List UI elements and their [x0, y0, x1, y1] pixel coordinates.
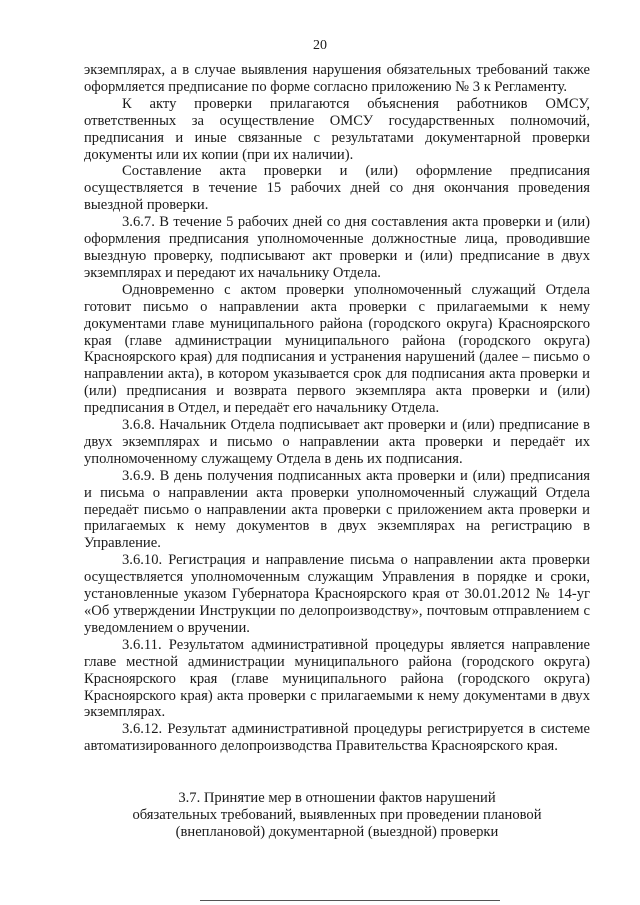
page-number: 20 [313, 38, 327, 53]
section-heading [84, 790, 590, 841]
paragraph-3-6-8: 3.6.8. Начальник Отдела подписывает акт проверки и (или) предписание в двух экземплярах и письмо о направлении акта проверки и передаёт их уполномоченному служащему Отдела в день их подписания. [84, 417, 590, 467]
page-bottom-rule [200, 900, 500, 901]
section-heading-line: обязательных требований, выявленных при проведении плановой [132, 807, 542, 823]
paragraph: К акту проверки прилагаются объяснения работников ОМСУ, ответственных за осуществление ОМСУ государственных полномочий, предписания и иные связанные с результатами документарной проверки документы или их копии (при их наличии). [84, 95, 590, 163]
paragraph-3-6-11: 3.6.11. Результатом административной процедуры является направление главе местной администрации муниципального района (городского округа) Красноярского края (главе муниципального района (городского округа) Красноярского края) акта проверки с прилагаемыми к нему документами в двух экземплярах. [84, 636, 590, 721]
body-text [84, 62, 590, 755]
paragraph: Составление акта проверки и (или) оформление предписания осуществляется в течение 15 рабочих дней со дня окончания проведения выездной проверки. [84, 163, 590, 214]
paragraph: экземплярах, а в случае выявления нарушения обязательных требований также оформляется предписание по форме согласно приложению № 3 к Регламенту. [84, 62, 590, 95]
paragraph-3-6-12: 3.6.12. Результат административной процедуры регистрируется в системе автоматизированного делопроизводства Правительства Красноярского края. [84, 721, 590, 755]
paragraph: Одновременно с актом проверки уполномоченный служащий Отдела готовит письмо о направлении акта проверки с прилагаемыми к нему документами главе муниципального района (городского округа) Красноярского края (главе администрации муниципального района (городского округа) Красноярского края) для подписания и устранения нарушений (далее – письмо о направлении акта), в котором указывается срок для подписания акта проверки и (или) предписания и возврата первого экземпляра акта проверки и (или) предписания в Отдел, и передаёт его начальнику Отдела. [84, 281, 590, 417]
paragraph-3-6-10: 3.6.10. Регистрация и направление письма о направлении акта проверки осуществляется уполномоченным служащим Управления в порядке и сроки, установленные указом Губернатора Красноярского края от 30.01.2012 № 14-уг «Об утверждении Инструкции по делопроизводству», почтовым отправлением с уведомлением о вручении. [84, 552, 590, 636]
section-heading-line: 3.7. Принятие мер в отношении фактов нарушений [178, 790, 496, 806]
paragraph-3-6-9: 3.6.9. В день получения подписанных акта проверки и (или) предписания и письма о направлении акта проверки уполномоченный служащий Отдела передаёт письмо о направлении акта проверки с приложением акта проверки и прилагаемых к нему документов в двух экземплярах на регистрацию в Управление. [84, 467, 590, 552]
section-heading-line: (внеплановой) документарной (выездной) проверки [175, 824, 499, 840]
paragraph-3-6-7: 3.6.7. В течение 5 рабочих дней со дня составления акта проверки и (или) оформления предписания уполномоченные должностные лица, проводившие выездную проверку, подписывают акт проверки и (или) предписание в двух экземплярах и передают их начальнику Отдела. [84, 214, 590, 281]
